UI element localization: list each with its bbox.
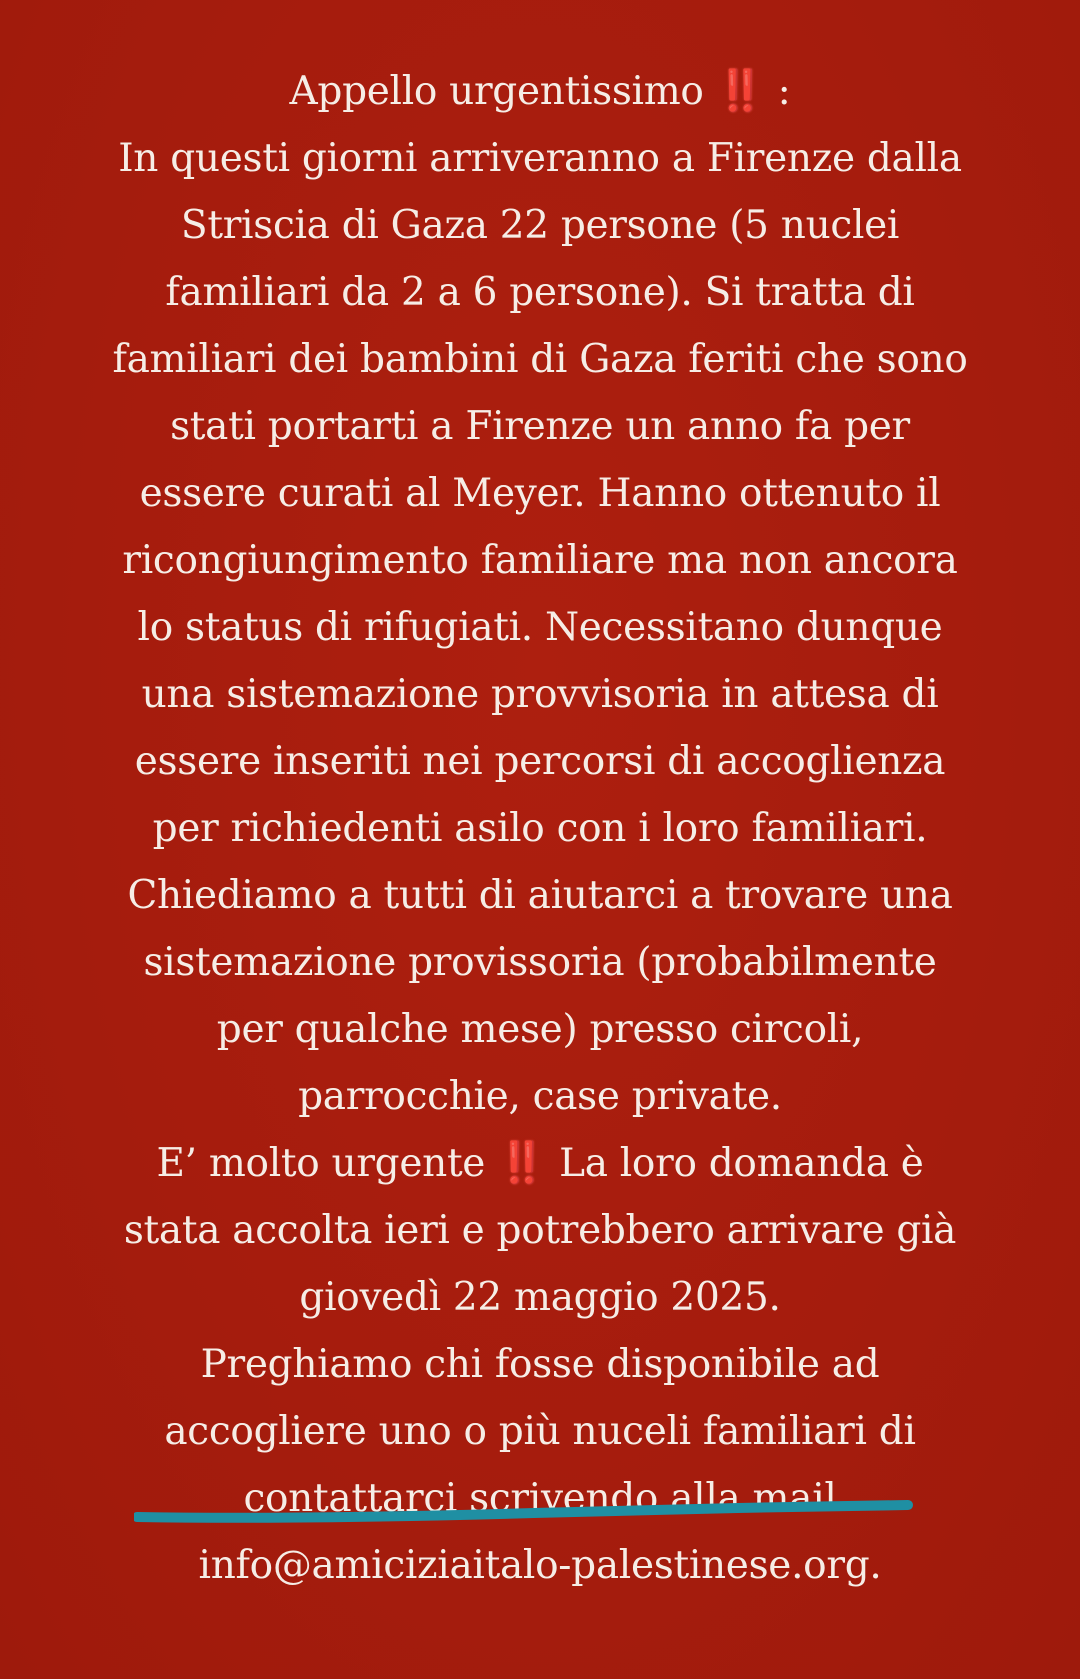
text-line-22: contattarci scrivendo alla mail: [243, 1476, 837, 1521]
text-line-11: essere inseriti nei percorsi di accoglienza: [134, 739, 946, 784]
line-text: Appello urgentissimo: [289, 69, 716, 114]
text-line-14: sistemazione provissoria (probabilmente: [143, 940, 937, 985]
text-line-4: familiari da 2 a 6 persone). Si tratta di: [165, 270, 915, 315]
text-line-21: accogliere uno o più nuceli familiari di: [164, 1409, 916, 1454]
line-text: La loro domanda è: [547, 1141, 924, 1186]
text-line-10: una sistemazione provvisoria in attesa di: [141, 672, 939, 717]
text-line-7: essere curati al Meyer. Hanno ottenuto il: [139, 471, 941, 516]
email-address-line[interactable]: info@amiciziaitalo-palestinese.org.: [198, 1543, 882, 1588]
line-text: E’ molto urgente: [156, 1141, 498, 1186]
text-line-5: familiari dei bambini di Gaza feriti che sono: [112, 337, 968, 382]
text-line-12: per richiedenti asilo con i loro familiari.: [152, 806, 928, 851]
appeal-text: [30, 58, 1050, 1599]
underline-path: [137, 1505, 908, 1518]
text-line-8: ricongiungimento familiare ma non ancora: [122, 538, 958, 583]
text-line-1: [30, 58, 1050, 125]
text-line-18: stata accolta ieri e potrebbero arrivare già: [123, 1208, 957, 1253]
text-line-15: per qualche mese) presso circoli,: [216, 1007, 864, 1052]
text-line-2: In questi giorni arriveranno a Firenze dalla: [118, 136, 962, 181]
text-line-17: [30, 1130, 1050, 1197]
line-text: :: [765, 69, 791, 114]
text-line-9: lo status di rifugiati. Necessitano dunque: [137, 605, 943, 650]
double-exclamation-icon: ‼️: [497, 1140, 542, 1186]
text-line-20: Preghiamo chi fosse disponibile ad: [200, 1342, 880, 1387]
email-underline-stroke: [134, 1497, 914, 1527]
text-line-3: Striscia di Gaza 22 persone (5 nuclei: [180, 203, 900, 248]
text-line-16: parrocchie, case private.: [298, 1074, 782, 1119]
text-line-6: stati portarti a Firenze un anno fa per: [170, 404, 910, 449]
text-line-13: Chiediamo a tutti di aiutarci a trovare una: [127, 873, 953, 918]
text-line-19: giovedì 22 maggio 2025.: [299, 1275, 781, 1320]
double-exclamation-icon: ‼️: [715, 68, 760, 114]
